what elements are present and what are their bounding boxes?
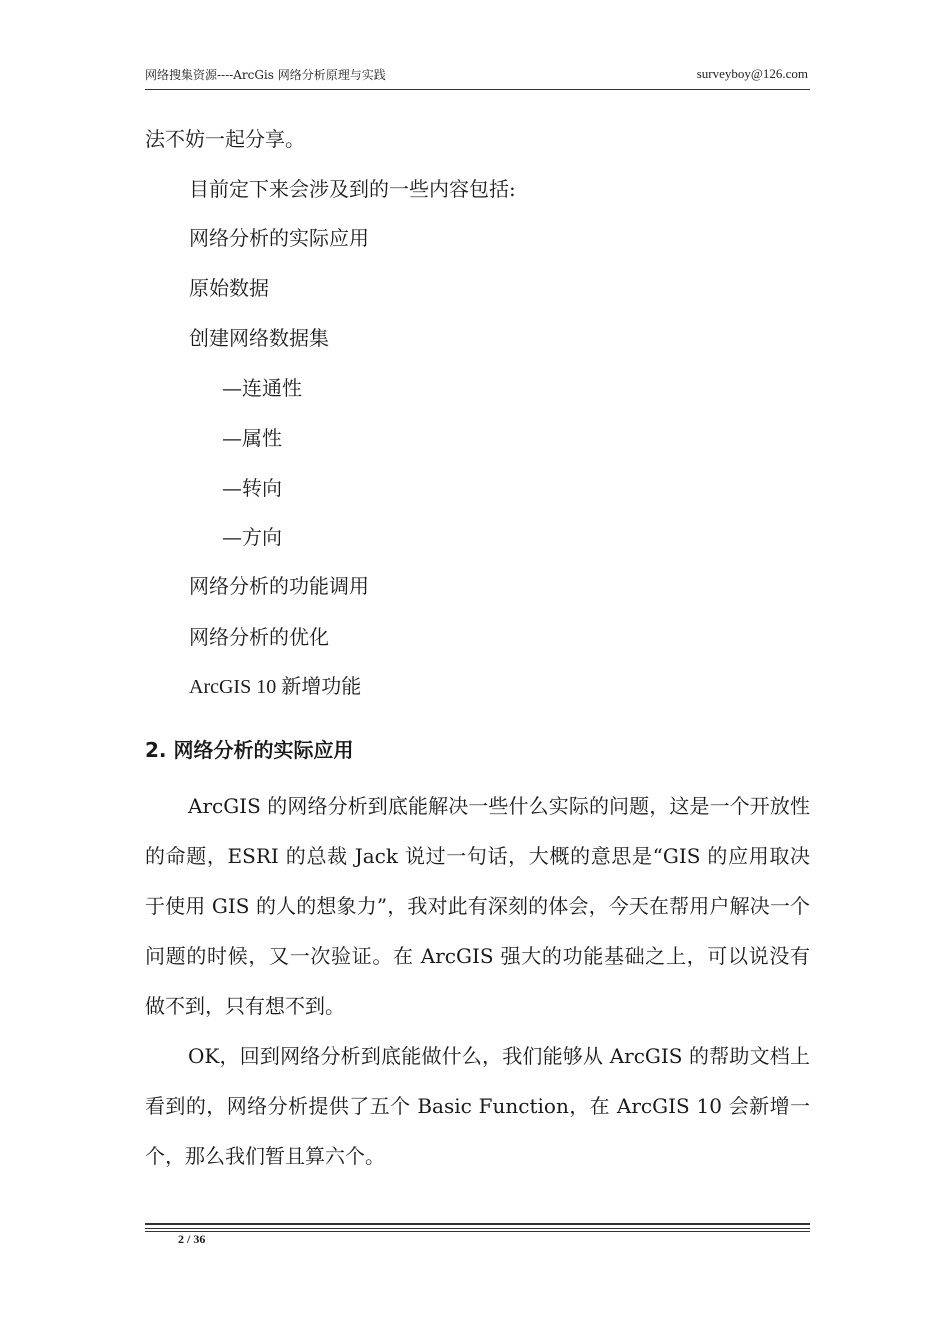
list-item: 原始数据 <box>189 276 269 300</box>
list-item: 网络分析的功能调用 <box>189 574 369 598</box>
sub-list-item: —属性 <box>222 426 282 450</box>
header-title: 网络搜集资源----ArcGis 网络分析原理与实践 <box>145 68 386 82</box>
list-intro: 目前定下来会涉及到的一些内容包括: <box>189 177 516 201</box>
body-paragraph: OK，回到网络分析到底能做什么，我们能够从 ArcGIS 的帮助文档上看到的，网络分析提供了五个 Basic Function，在 ArcGIS 10 会新增一个，那么我们暂且算六个。 <box>145 1044 810 1168</box>
sub-list-item: —方向 <box>222 525 282 549</box>
footer-divider <box>145 1223 810 1225</box>
sub-list-item: —转向 <box>222 476 282 500</box>
page-number: 2 / 36 <box>178 1232 206 1246</box>
list-item: 创建网络数据集 <box>189 326 329 350</box>
list-item: 网络分析的实际应用 <box>189 226 369 250</box>
header-divider <box>145 89 810 90</box>
list-item: 网络分析的优化 <box>189 625 329 649</box>
body-paragraph: ArcGIS 的网络分析到底能解决一些什么实际的问题，这是一个开放性的命题，ESRI 的总裁 Jack 说过一句话，大概的意思是“GIS 的应用取决于使用 GIS 的人的想象力”，我对此有深刻的体会，今天在帮用户解决一个问题的时候，又一次验证。在 ArcGIS 强大的功能基础之上，可以说没有做不到，只有想不到。 <box>145 794 810 1018</box>
sub-list-item: —连通性 <box>222 376 302 400</box>
footer-divider <box>145 1231 810 1232</box>
page-header <box>145 66 810 86</box>
section-heading: 2. 网络分析的实际应用 <box>145 738 354 762</box>
header-email: surveyboy@126.com <box>696 66 808 81</box>
footer-divider <box>145 1228 810 1229</box>
list-item: ArcGIS 10 新增功能 <box>189 676 362 698</box>
intro-text: 法不妨一起分享。 <box>145 127 305 151</box>
